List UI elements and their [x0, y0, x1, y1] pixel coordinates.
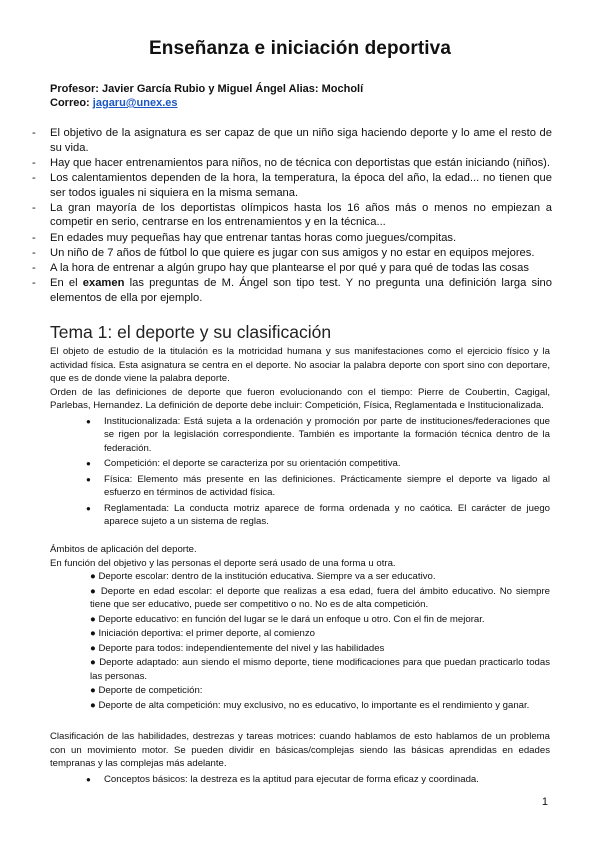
exam-text-pre: En el [50, 277, 83, 290]
list-item: ● Deporte educativo: en función del lugar se le dará un enfoque u otro. Con el fin de mejorar. [90, 613, 485, 625]
list-item: - En edades muy pequeñas hay que entrenar tantas horas como juegues/compitas. [32, 231, 552, 246]
list-item: - La gran mayoría de los deportistas olímpicos hasta los 16 años más o menos no empiezan a competir en serio, centrarse en los entrenamientos y en la técnica... [32, 201, 552, 230]
email-line [50, 96, 363, 110]
exam-text-post: las preguntas de M. Ángel son tipo test. Y no pregunta una definición larga sino elementos de ella por ejemplo. [50, 277, 552, 304]
document-title: Enseñanza e iniciación deportiva [148, 38, 451, 59]
list-item: ● Deporte escolar: dentro de la institución educativa. Siempre va a ser educativo. [90, 571, 436, 582]
clasificacion-list [50, 773, 550, 787]
ambitos-list [50, 570, 550, 712]
tema-orden-paragraph: Orden de las definiciones de deporte que fueron evolucionando con el tiempo: Pierre de Coubertin, Cagigal, Parlebas, Hernandez. La definición de deporte debe incluir: Competición, Física, Reglamentada e Institucionalizada. [50, 386, 550, 411]
list-item: - A la hora de entrenar a algún grupo hay que plantearse el por qué y para qué de todas las cosas [32, 261, 552, 276]
list-item: - Un niño de 7 años de fútbol lo que quiere es jugar con sus amigos y no estar en equipos mejores. [32, 246, 552, 261]
ambitos-title: Ámbitos de aplicación del deporte. [50, 544, 197, 555]
page-number: 1 [541, 796, 548, 808]
ambitos-section [50, 543, 550, 713]
intro-bullet-list [32, 126, 552, 306]
tema-intro-paragraph: El objeto de estudio de la titulación es la motricidad humana y sus manifestaciones como el ejercicio físico y la actividad física. Esta asignatura se centra en el deporte. No asociar la palabra deporte con sport sino con deportare, que es de donde viene la palabra deporte. [50, 346, 550, 384]
list-item: - Hay que hacer entrenamientos para niños, no de técnica con deportistas que están iniciando (niños). [32, 156, 552, 171]
list-item-exam [32, 276, 552, 305]
list-item: ● Reglamentada: La conducta motriz aparece de forma ordenada y no caótica. El carácter de juego aparece sujeto a un sistema de reglas. [50, 502, 550, 529]
list-item: ● Física: Elemento más presente en las definiciones. Prácticamente siempre el deporte va ligado al esfuerzo en términos de actividad física. [50, 473, 550, 500]
list-item: - El objetivo de la asignatura es ser capaz de que un niño siga haciendo deporte y lo ame el resto de su vida. [32, 126, 552, 155]
list-item: ● Institucionalizada: Está sujeta a la ordenación y promoción por parte de instituciones/federaciones que se rigen por la legislación correspondiente. También es importante la formación técnica dentro de la federación. [50, 415, 550, 456]
list-item: ● Deporte en edad escolar: el deporte que realizas a esa edad, fuera del ámbito educativo. No siempre tiene que ser educativo, puede ser competitivo o no. No es de alta competición. [90, 585, 550, 610]
definition-components-list [50, 415, 550, 529]
list-item: ● Competición: el deporte se caracteriza por su orientación competitiva. [50, 457, 550, 471]
list-item: ● Deporte adaptado: aun siendo el mismo deporte, tiene modificaciones para que puedan practicarlo todas las personas. [90, 657, 550, 682]
email-link[interactable]: jagaru@unex.es [92, 97, 178, 109]
professors-line: Profesor: Javier García Rubio y Miguel Ángel Alias: Mocholí [50, 83, 364, 95]
exam-keyword: examen [82, 277, 125, 290]
course-meta [50, 82, 363, 110]
email-label: Correo: [50, 97, 90, 109]
section-heading-tema-1: Tema 1: el deporte y su clasificación [50, 322, 332, 342]
tema-1-body [50, 345, 550, 531]
list-item: ● Deporte para todos: independientemente del nivel y las habilidades [90, 642, 385, 654]
list-item: ● Iniciación deportiva: el primer deporte, al comienzo [90, 628, 315, 639]
ambitos-intro: En función del objetivo y las personas el deporte será usado de una forma u otra. [50, 557, 396, 569]
list-item: ● Deporte de competición: [90, 685, 203, 696]
clasificacion-section [50, 730, 550, 788]
list-item: ● Conceptos básicos: la destreza es la aptitud para ejecutar de forma eficaz y coordinada. [50, 773, 550, 787]
list-item: ● Deporte de alta competición: muy exclusivo, no es educativo, lo importante es el rendimiento y ganar. [90, 699, 530, 711]
list-item: - Los calentamientos dependen de la hora, la temperatura, la época del año, la edad... no tienen que ser todos iguales ni siquiera en la misma semana. [32, 171, 552, 200]
clasificacion-paragraph: Clasificación de las habilidades, destrezas y tareas motrices: cuando hablamos de esto hablamos de un problema con un movimiento motor. Se pueden dividir en básicas/complejas siendo las básicas aprendidas en edades tempranas y las complejas más adelante. [50, 731, 550, 769]
